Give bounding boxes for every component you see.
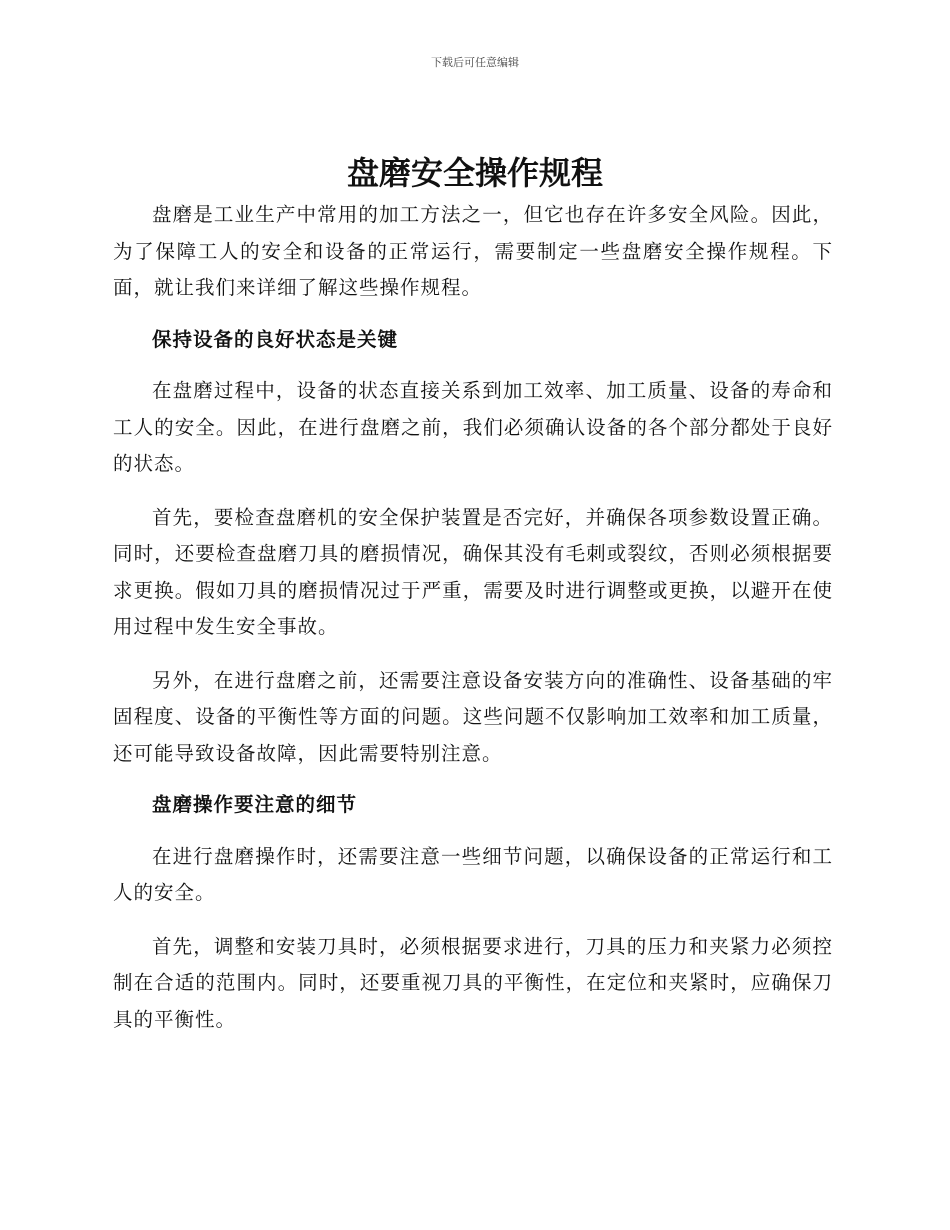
section2-heading: 盘磨操作要注意的细节 bbox=[152, 793, 358, 816]
section1-paragraph-3: 另外，在进行盘磨之前，还需要注意设备安装方向的准确性、设备基础的牢固程度、设备的平衡性等方面的问题。这些问题不仅影响加工效率和加工质量，还可能导致设备故障，因此需要特别注意。 bbox=[113, 668, 833, 765]
header-note: 下载后可任意编辑 bbox=[431, 56, 519, 69]
document-body bbox=[113, 197, 833, 1038]
section2-paragraph-2: 首先，调整和安装刀具时，必须根据要求进行，刀具的压力和夹紧力必须控制在合适的范围内。同时，还要重视刀具的平衡性，在定位和夹紧时，应确保刀具的平衡性。 bbox=[113, 934, 833, 1031]
section1-paragraph-1: 在盘磨过程中，设备的状态直接关系到加工效率、加工质量、设备的寿命和工人的安全。因此，在进行盘磨之前，我们必须确认设备的各个部分都处于良好的状态。 bbox=[113, 379, 833, 475]
section1-heading: 保持设备的良好状态是关键 bbox=[152, 327, 399, 351]
section1-paragraph-2: 首先，要检查盘磨机的安全保护装置是否完好，并确保各项参数设置正确。同时，还要检查盘磨刀具的磨损情况，确保其没有毛刺或裂纹，否则必须根据要求更换。假如刀具的磨损情况过于严重，需要及时进行调整或更换，以避开在使用过程中发生安全事故。 bbox=[113, 505, 833, 638]
intro-paragraph: 盘磨是工业生产中常用的加工方法之一，但它也存在许多安全风险。因此，为了保障工人的安全和设备的正常运行，需要制定一些盘磨安全操作规程。下面，就让我们来详细了解这些操作规程。 bbox=[113, 203, 833, 299]
page-title: 盘磨安全操作规程 bbox=[346, 154, 603, 192]
section2-paragraph-1: 在进行盘磨操作时，还需要注意一些细节问题，以确保设备的正常运行和工人的安全。 bbox=[113, 844, 833, 904]
